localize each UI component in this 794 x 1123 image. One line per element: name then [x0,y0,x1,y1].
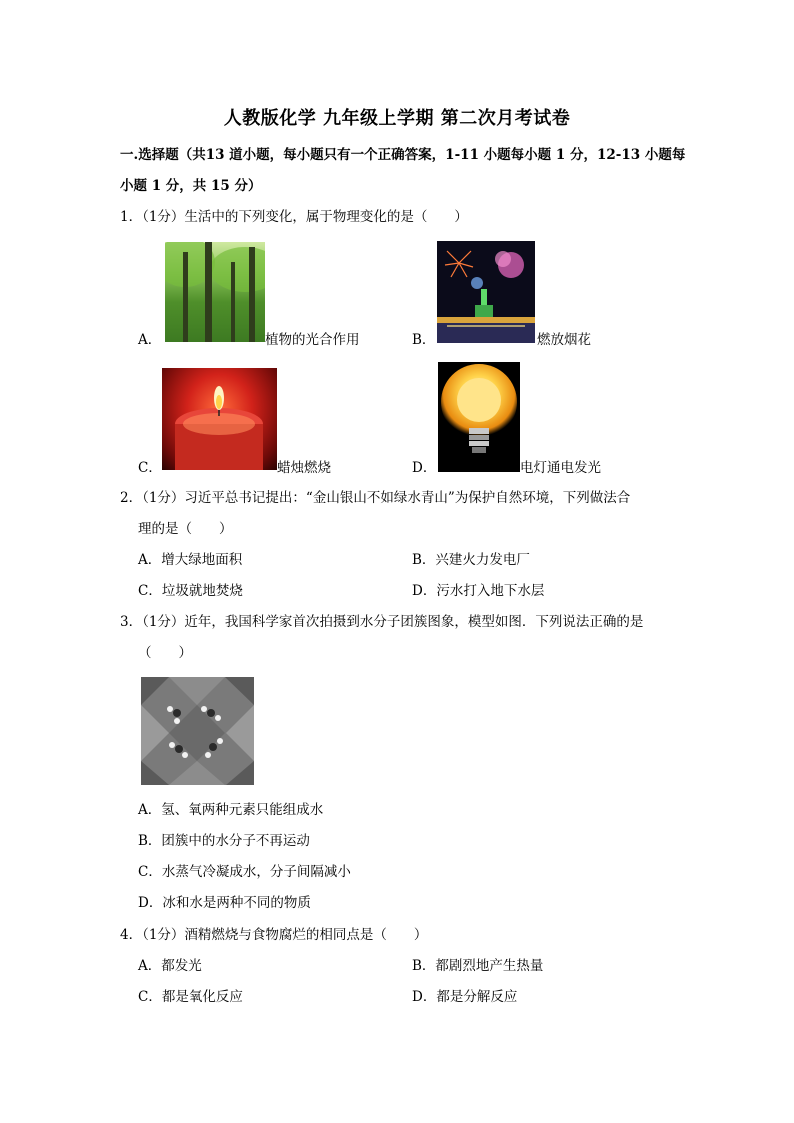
q3-option-a: A．氢、氧两种元素只能组成水 [138,802,324,818]
q4-stem: 4．（1分）酒精燃烧与食物腐烂的相同点是（ ） [120,927,428,943]
q3-stem-line2: （ ） [138,645,192,661]
q1-option-b-caption: 燃放烟花 [537,332,591,348]
q3-option-c: C．水蒸气冷凝成水，分子间隔减小 [138,864,351,880]
q4-option-d: D．都是分解反应 [412,989,518,1005]
q1-option-b-letter: B． [412,332,436,348]
fireworks-photo [437,241,535,343]
forest-photo [165,242,265,342]
q3-option-d: D．冰和水是两种不同的物质 [138,895,311,911]
section-heading-line2: 小题 1 分，共 15 分） [120,178,262,194]
q2-stem-line2: 理的是（ ） [138,521,233,537]
light-bulb-photo [438,362,520,472]
q1-option-a-letter: A． [138,332,162,348]
q2-option-d: D．污水打入地下水层 [412,583,545,599]
q2-stem-line1: 2．（1分）习近平总书记提出：“金山银山不如绿水青山”为保护自然环境，下列做法合 [120,490,631,506]
q1-option-d-caption: 电灯通电发光 [520,460,601,476]
water-cluster-model-image [141,677,254,785]
q1-option-d-letter: D． [412,460,437,476]
candle-photo [162,368,277,470]
q1-option-c-caption: 蜡烛燃烧 [277,460,331,476]
q4-option-a: A．都发光 [138,958,202,974]
q1-option-c-letter: C． [138,460,162,476]
q1-option-a-caption: 植物的光合作用 [265,332,360,348]
q2-option-a: A．增大绿地面积 [138,552,243,568]
q4-option-c: C．都是氧化反应 [138,989,243,1005]
q2-option-b: B．兴建火力发电厂 [412,552,530,568]
q3-stem-line1: 3．（1分）近年，我国科学家首次拍摄到水分子团簇图象，模型如图．下列说法正确的是 [120,614,644,630]
q3-option-b: B．团簇中的水分子不再运动 [138,833,310,849]
q2-option-c: C．垃圾就地焚烧 [138,583,243,599]
q4-option-b: B．都剧烈地产生热量 [412,958,544,974]
page-title: 人教版化学 九年级上学期 第二次月考试卷 [223,108,571,129]
section-heading-line1: 一.选择题（共13 道小题，每小题只有一个正确答案，1-11 小题每小题 1 分，12-13 小题每 [120,147,686,163]
q1-stem: 1．（1分）生活中的下列变化，属于物理变化的是（ ） [120,209,468,225]
